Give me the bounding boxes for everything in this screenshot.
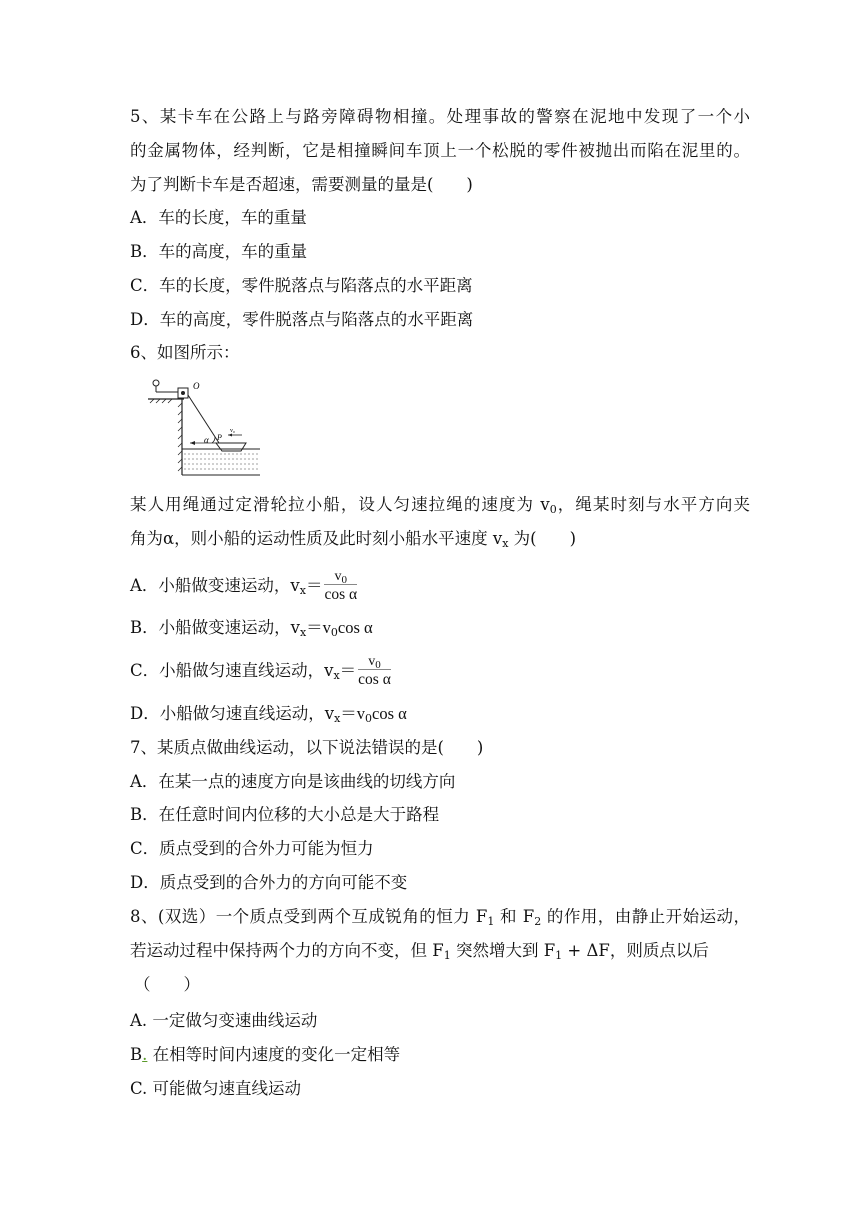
q6-description-line-1: 某人用绳通过定滑轮拉小船，设人匀速拉绳的速度为 $v_0$，绳某时刻与水平方向夹 [130,495,750,516]
q6-option-c: C．小船做匀速直线运动，$v_x=$ $\frac{v_0}{\text{cos α}}$ [130,653,391,688]
q5-stem-line-2: 的金属物体，经判断，它是相撞瞬间车顶上一个松脱的零件被抛出而陷在泥里的。 [130,141,750,160]
q7-option-c: C．质点受到的合外力可能为恒力 [130,839,374,858]
q6-option-d: D．小船做匀速直线运动，$v_x=v_0\cos$ α [130,704,407,725]
q5-option-b: B．车的高度，车的重量 [130,242,308,261]
figure-label-v: v₀ [230,428,236,434]
q6-option-b: B．小船做变速运动，$v_x=v_0\cos$ α [130,618,373,639]
q8-option-a: A. 一定做匀变速曲线运动 [130,1011,318,1030]
q8-option-b: B. 在相等时间内速度的变化一定相等 [130,1045,401,1064]
q6-option-a: A．小船做变速运动，$v_x=$ $\frac{v_0}{\text{cos α}}$ [130,568,358,603]
q8-stem-line-2: 若运动过程中保持两个力的方向不变，但 $F_1$ 突然增大到 $F_1 + \Delta F$，则质点以后 [130,941,709,962]
q6-stem: 6、如图所示： [130,343,240,362]
figure-label-o: O [193,381,200,391]
q5-stem-line-3: 为了判断卡车是否超速，需要测量的量是( ) [130,175,473,194]
q7-stem: 7、某质点做曲线运动，以下说法错误的是( ) [130,738,484,757]
q7-option-d: D．质点受到的合外力的方向可能不变 [130,873,408,892]
fraction-v0-over-cos-alpha: $\frac{v_0}{\text{cos α}}$ [358,653,391,688]
figure-label-p: P [217,433,222,442]
q6-description-line-2: 角为α，则小船的运动性质及此时刻小船水平速度 $v_x$ 为( ) [130,529,577,550]
q5-option-a: A．车的长度，车的重量 [130,208,307,227]
pulley-boat-figure [146,377,262,477]
figure-label-alpha: α [204,435,209,445]
fraction-v0-over-cos-alpha: $\frac{v_0}{\text{cos α}}$ [324,568,358,603]
q8-stem-line-1: 8、(双选）一个质点受到两个互成锐角的恒力 $F_1$ 和 $F_2$ 的作用，由静止开始运动， [130,907,750,928]
q7-option-b: B．在任意时间内位移的大小总是大于路程 [130,805,440,824]
q7-option-a: A．在某一点的速度方向是该曲线的切线方向 [130,772,456,791]
q5-option-d: D．车的高度，零件脱落点与陷落点的水平距离 [130,310,474,329]
q8-answer-paren: （ ） [134,975,200,994]
q8-option-c: C. 可能做匀速直线运动 [130,1079,302,1098]
q5-stem-line-1: 5、某卡车在公路上与路旁障碍物相撞。处理事故的警察在泥地中发现了一个小 [130,107,750,126]
q5-option-c: C．车的长度，零件脱落点与陷落点的水平距离 [130,276,473,295]
